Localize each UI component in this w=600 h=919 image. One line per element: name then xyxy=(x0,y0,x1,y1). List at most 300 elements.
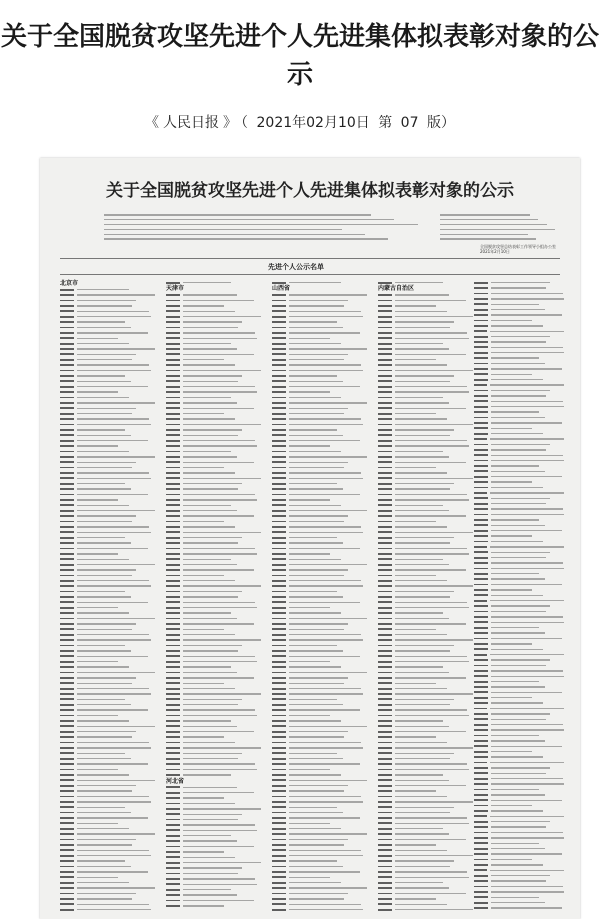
person-title xyxy=(77,769,118,770)
person-name xyxy=(60,510,74,512)
person-name xyxy=(378,742,392,744)
person-name xyxy=(474,546,487,548)
person-title xyxy=(491,643,532,644)
person-name xyxy=(166,725,180,727)
person-name xyxy=(378,876,392,878)
person-name xyxy=(474,406,488,408)
person-name xyxy=(474,751,488,753)
person-title xyxy=(183,494,255,495)
divider-rule xyxy=(60,258,560,259)
person-title xyxy=(289,629,344,630)
person-title xyxy=(77,435,131,436)
person-title xyxy=(395,591,454,592)
person-title xyxy=(491,595,543,596)
person-name xyxy=(378,521,392,523)
person-name xyxy=(474,330,487,332)
person-name xyxy=(474,535,488,537)
person-title xyxy=(491,357,539,358)
person-title xyxy=(77,893,136,894)
person-title xyxy=(289,542,343,543)
issuer-name: 全国脱贫攻坚总结表彰工作领导小组办公室 xyxy=(480,244,556,249)
person-name xyxy=(272,499,286,501)
person-title xyxy=(289,413,344,414)
person-name xyxy=(60,294,74,296)
person-name xyxy=(272,715,286,717)
person-title xyxy=(289,408,348,409)
person-title xyxy=(490,870,564,871)
person-title xyxy=(77,693,151,694)
person-name xyxy=(378,682,392,684)
person-name xyxy=(474,584,488,586)
person-title xyxy=(395,472,447,473)
person-name xyxy=(272,855,286,857)
person-name xyxy=(272,812,286,814)
person-name xyxy=(166,391,180,393)
person-title xyxy=(183,736,224,737)
person-name xyxy=(166,553,180,555)
person-name xyxy=(272,429,286,431)
person-name xyxy=(272,370,286,372)
person-title xyxy=(490,600,564,601)
person-title xyxy=(183,803,235,804)
person-title xyxy=(395,375,454,376)
person-name xyxy=(474,449,488,451)
person-name xyxy=(166,407,180,409)
person-title xyxy=(77,736,132,737)
person-title xyxy=(183,645,242,646)
person-name xyxy=(378,440,392,442)
person-name xyxy=(378,736,392,738)
person-title xyxy=(289,801,363,802)
person-title xyxy=(289,338,330,339)
person-name xyxy=(378,909,392,911)
person-title xyxy=(77,688,149,689)
close-title-mark: 》 xyxy=(223,115,238,131)
person-title xyxy=(77,440,148,441)
person-name xyxy=(60,548,74,550)
person-name xyxy=(474,562,488,564)
text-line xyxy=(440,219,538,221)
person-name xyxy=(474,357,488,359)
person-name xyxy=(474,578,488,580)
person-name xyxy=(166,515,180,517)
person-name xyxy=(60,564,74,566)
person-name xyxy=(272,839,286,841)
text-line xyxy=(104,238,388,240)
person-name xyxy=(474,681,488,683)
person-title xyxy=(395,742,447,743)
person-title xyxy=(395,828,443,829)
person-title xyxy=(289,332,360,333)
person-name xyxy=(60,580,74,582)
person-name xyxy=(272,364,286,366)
person-name xyxy=(166,731,180,733)
person-title xyxy=(183,510,237,511)
person-title xyxy=(491,379,543,380)
person-name xyxy=(474,395,488,397)
person-name xyxy=(60,893,74,895)
person-title xyxy=(77,661,118,662)
person-name xyxy=(474,573,488,575)
person-name xyxy=(166,402,180,404)
person-name xyxy=(272,742,286,744)
person-title xyxy=(491,562,563,563)
person-title xyxy=(491,568,564,569)
person-title xyxy=(289,569,348,570)
person-name xyxy=(378,796,392,798)
person-name xyxy=(378,316,392,318)
person-title xyxy=(77,877,118,878)
person-title xyxy=(289,817,360,818)
person-title xyxy=(183,763,255,764)
person-title xyxy=(289,321,337,322)
person-title xyxy=(183,840,237,841)
person-title xyxy=(183,747,261,748)
person-name xyxy=(60,682,74,684)
person-title xyxy=(77,494,148,495)
person-title xyxy=(289,699,337,700)
person-name xyxy=(60,785,74,787)
person-name xyxy=(272,806,286,808)
person-name xyxy=(378,591,392,593)
person-title xyxy=(77,537,125,538)
person-title xyxy=(491,697,532,698)
person-title xyxy=(183,440,255,441)
person-title xyxy=(289,833,367,834)
person-title xyxy=(395,753,454,754)
person-title xyxy=(183,354,254,355)
person-title xyxy=(183,451,231,452)
person-name xyxy=(378,849,392,851)
person-title xyxy=(77,656,148,657)
person-name xyxy=(60,612,74,614)
person-title xyxy=(491,719,546,720)
person-title xyxy=(395,602,467,603)
person-title xyxy=(183,311,235,312)
person-name xyxy=(474,665,488,667)
person-name xyxy=(166,607,180,609)
person-title xyxy=(183,677,254,678)
person-title xyxy=(183,294,237,295)
person-title xyxy=(77,634,149,635)
person-title xyxy=(491,783,564,784)
person-title xyxy=(395,623,466,624)
person-name xyxy=(378,456,392,458)
person-name xyxy=(474,454,488,456)
person-title xyxy=(183,873,238,874)
person-title xyxy=(183,483,242,484)
person-title xyxy=(395,569,466,570)
person-title xyxy=(183,575,224,576)
person-name xyxy=(378,628,392,630)
person-title xyxy=(289,596,343,597)
person-title xyxy=(395,386,467,387)
person-title xyxy=(77,666,129,667)
person-name xyxy=(166,792,180,794)
person-name xyxy=(166,348,180,350)
person-name xyxy=(474,373,488,375)
person-title xyxy=(395,456,449,457)
person-name xyxy=(60,310,74,312)
person-title xyxy=(77,429,125,430)
person-name xyxy=(474,621,488,623)
person-name xyxy=(272,580,286,582)
person-name xyxy=(378,332,392,334)
person-name xyxy=(378,494,392,496)
region-heading: 北京市 xyxy=(60,280,79,287)
person-name xyxy=(474,783,488,785)
person-name xyxy=(378,413,392,415)
person-title xyxy=(183,343,231,344)
person-name xyxy=(272,477,286,479)
person-title xyxy=(491,907,562,908)
person-title xyxy=(77,300,136,301)
person-title xyxy=(183,542,238,543)
person-name xyxy=(378,817,392,819)
person-name xyxy=(474,411,488,413)
person-title xyxy=(395,521,436,522)
person-name xyxy=(474,497,488,499)
person-name xyxy=(166,851,180,853)
person-name xyxy=(272,903,286,905)
person-title xyxy=(289,548,360,549)
person-title xyxy=(490,816,564,817)
person-title xyxy=(183,758,238,759)
person-title xyxy=(395,672,449,673)
person-name xyxy=(272,451,286,453)
person-title xyxy=(289,693,363,694)
person-title xyxy=(491,589,532,590)
person-name xyxy=(166,672,180,674)
person-title xyxy=(77,672,155,673)
person-name xyxy=(272,623,286,625)
person-title xyxy=(395,462,466,463)
person-name xyxy=(378,645,392,647)
person-title xyxy=(491,832,563,833)
person-name xyxy=(474,886,488,888)
person-name xyxy=(474,551,488,553)
person-title xyxy=(289,418,361,419)
person-title xyxy=(183,282,231,283)
person-name xyxy=(474,848,488,850)
person-title xyxy=(77,823,118,824)
person-name xyxy=(60,688,74,690)
person-name xyxy=(474,740,488,742)
person-name xyxy=(60,316,74,318)
person-title xyxy=(395,688,447,689)
person-name xyxy=(166,650,180,652)
person-name xyxy=(378,510,392,512)
page-suffix: 版） xyxy=(426,115,455,131)
person-title xyxy=(491,298,564,299)
person-title xyxy=(289,559,341,560)
person-name xyxy=(474,594,488,596)
person-title xyxy=(183,602,255,603)
person-title xyxy=(491,659,550,660)
person-name xyxy=(474,465,488,467)
person-title xyxy=(289,666,341,667)
person-title xyxy=(77,375,125,376)
person-title xyxy=(77,742,149,743)
person-title xyxy=(491,880,546,881)
person-name xyxy=(60,650,74,652)
person-title xyxy=(395,300,466,301)
person-title xyxy=(77,316,151,317)
person-title xyxy=(395,435,450,436)
person-title xyxy=(77,445,118,446)
person-title xyxy=(395,769,469,770)
person-title xyxy=(395,364,447,365)
person-name xyxy=(272,731,286,733)
person-name xyxy=(378,833,392,835)
person-title xyxy=(77,521,132,522)
person-title xyxy=(490,384,564,385)
person-title xyxy=(491,309,545,310)
person-title xyxy=(395,904,447,905)
person-title xyxy=(491,320,532,321)
person-name xyxy=(166,846,180,848)
person-name xyxy=(378,758,392,760)
person-name xyxy=(378,715,392,717)
person-name xyxy=(474,826,488,828)
person-title xyxy=(289,327,343,328)
person-name xyxy=(272,575,286,577)
region-heading: 山西省 xyxy=(272,285,291,293)
person-name xyxy=(166,537,180,539)
person-name xyxy=(378,607,392,609)
person-title xyxy=(183,900,254,901)
person-title xyxy=(289,736,344,737)
person-name xyxy=(474,557,488,559)
person-title xyxy=(183,564,237,565)
list-column xyxy=(378,280,478,912)
person-title xyxy=(395,499,469,500)
person-title xyxy=(77,553,118,554)
person-title xyxy=(491,535,532,536)
person-name xyxy=(378,650,392,652)
person-title xyxy=(395,418,447,419)
person-title xyxy=(289,893,348,894)
person-name xyxy=(474,708,487,710)
person-name xyxy=(378,731,392,733)
person-name xyxy=(60,504,74,506)
text-line xyxy=(440,234,528,236)
person-name xyxy=(474,492,487,494)
person-title xyxy=(491,778,563,779)
person-name xyxy=(60,909,74,911)
person-name xyxy=(166,856,180,858)
person-title xyxy=(491,428,532,429)
person-name xyxy=(378,526,392,528)
person-title xyxy=(395,381,450,382)
person-title xyxy=(183,472,235,473)
issuer-block xyxy=(480,244,556,254)
person-name xyxy=(166,580,180,582)
person-name xyxy=(272,645,286,647)
person-title xyxy=(77,532,151,533)
person-name xyxy=(166,688,180,690)
person-title xyxy=(183,742,235,743)
person-title xyxy=(183,688,235,689)
person-name xyxy=(166,797,180,799)
person-title xyxy=(491,401,563,402)
person-name xyxy=(60,483,74,485)
list-entry xyxy=(166,903,266,908)
person-name xyxy=(272,779,286,781)
person-name xyxy=(272,672,286,674)
person-name xyxy=(60,736,74,738)
person-name xyxy=(166,510,180,512)
person-name xyxy=(60,833,74,835)
person-name xyxy=(166,623,180,625)
person-name xyxy=(166,483,180,485)
person-name xyxy=(272,510,286,512)
person-name xyxy=(60,531,74,533)
person-name xyxy=(272,515,286,517)
person-name xyxy=(474,724,488,726)
person-title xyxy=(491,670,563,671)
person-title xyxy=(183,819,238,820)
person-title xyxy=(395,699,454,700)
person-name xyxy=(378,364,392,366)
person-name xyxy=(272,661,286,663)
person-title xyxy=(77,612,129,613)
person-title xyxy=(491,411,539,412)
person-title xyxy=(183,537,242,538)
person-title xyxy=(289,774,341,775)
person-title xyxy=(77,720,129,721)
person-name xyxy=(60,779,74,781)
person-title xyxy=(77,364,149,365)
person-name xyxy=(60,725,74,727)
person-name xyxy=(272,456,286,458)
person-name xyxy=(378,688,392,690)
person-name xyxy=(272,849,286,851)
person-title xyxy=(183,391,257,392)
person-name xyxy=(378,391,392,393)
person-title xyxy=(395,580,447,581)
person-name xyxy=(272,612,286,614)
person-title xyxy=(77,763,148,764)
person-name xyxy=(60,806,74,808)
person-name xyxy=(166,763,180,765)
person-title xyxy=(289,478,363,479)
paper-name: 人民日报 xyxy=(163,115,220,131)
person-title xyxy=(289,758,343,759)
person-name xyxy=(166,704,180,706)
person-title xyxy=(77,650,131,651)
text-line xyxy=(104,224,418,226)
person-title xyxy=(183,580,235,581)
person-title xyxy=(183,905,224,906)
person-title xyxy=(77,483,125,484)
person-name xyxy=(378,467,392,469)
person-name xyxy=(272,817,286,819)
person-title xyxy=(491,417,545,418)
person-title xyxy=(77,828,129,829)
person-title xyxy=(395,812,450,813)
person-title xyxy=(77,591,125,592)
person-name xyxy=(378,779,392,781)
person-title xyxy=(289,887,367,888)
person-title xyxy=(77,305,132,306)
person-title xyxy=(183,787,237,788)
person-name xyxy=(378,375,392,377)
person-title xyxy=(289,386,360,387)
person-title xyxy=(289,720,341,721)
person-title xyxy=(183,375,242,376)
person-title xyxy=(395,316,473,317)
